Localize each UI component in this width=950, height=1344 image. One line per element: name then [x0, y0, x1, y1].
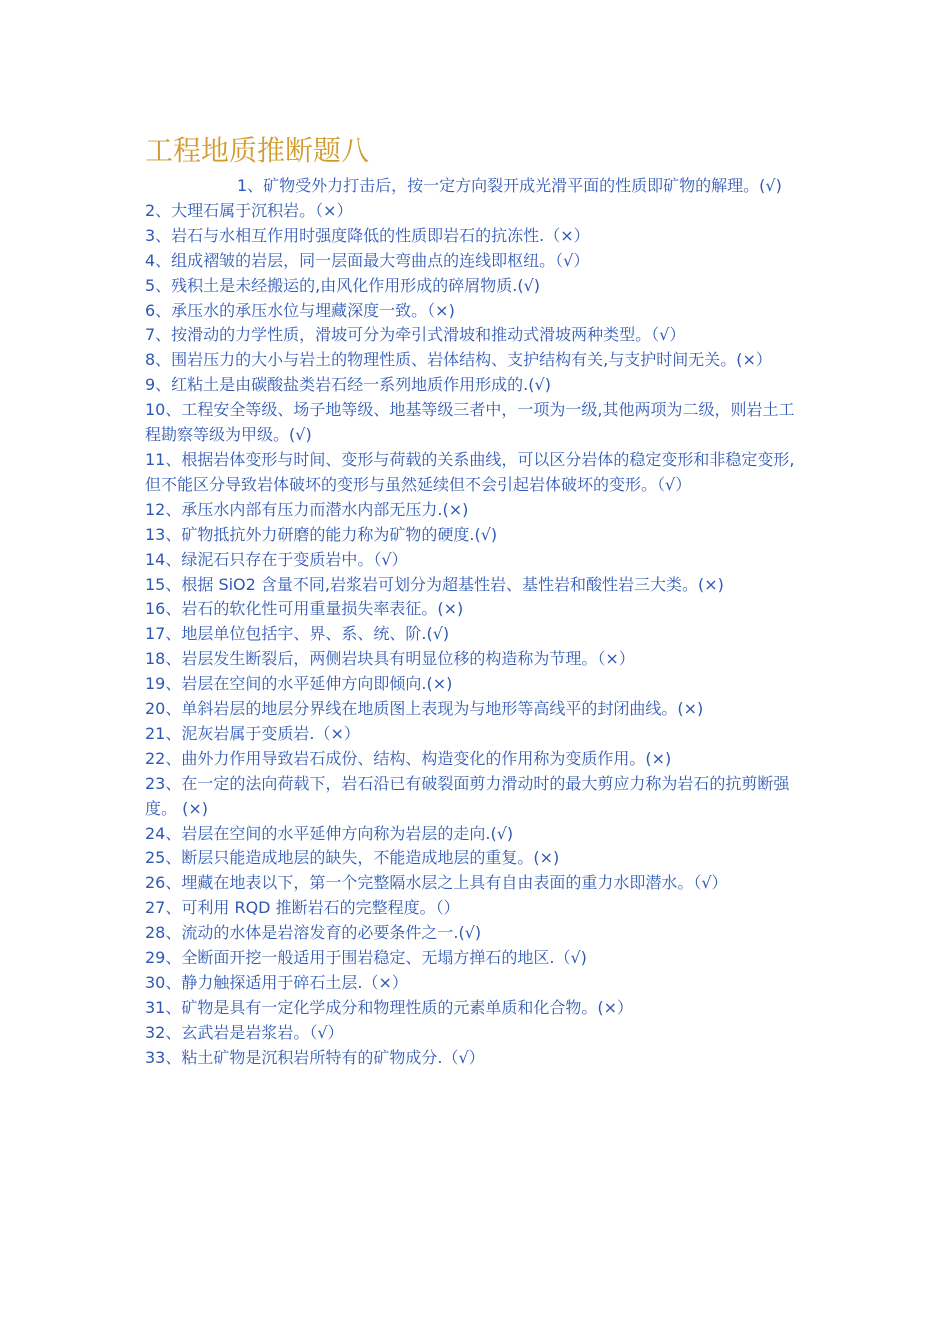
list-item: 2、大理石属于沉积岩。（×） [145, 200, 353, 220]
list-item: 4、组成褶皱的岩层，同一层面最大弯曲点的连线即枢纽。（√） [145, 250, 590, 270]
list-item: 28、流动的水体是岩溶发育的必要条件之一.(√) [145, 923, 482, 943]
list-item: 13、矿物抵抗外力研磨的能力称为矿物的硬度.(√) [145, 524, 498, 544]
list-item: 32、玄武岩是岩浆岩。（√） [145, 1022, 344, 1042]
page-title: 工程地质推断题八 [145, 134, 370, 167]
list-item: 11、根据岩体变形与时间、变形与荷载的关系曲线，可以区分岩体的稳定变形和非稳定变形,但不能区分导致岩体破坏的变形与虽然延续但不会引起岩体破坏的变形。（√） [145, 449, 795, 494]
list-item: 3、岩石与水相互作用时强度降低的性质即岩石的抗冻性.（×） [145, 225, 590, 245]
list-item: 7、按滑动的力学性质，滑坡可分为牵引式滑坡和推动式滑坡两种类型。（√） [145, 325, 686, 345]
list-item: 31、矿物是具有一定化学成分和物理性质的元素单质和化合物。(×） [145, 997, 634, 1017]
list-item: 17、地层单位包括宇、界、系、统、阶.(√) [145, 624, 450, 644]
list-item: 33、粘土矿物是沉积岩所特有的矿物成分.（√） [145, 1047, 485, 1067]
question-list [145, 174, 810, 1071]
list-item: 6、承压水的承压水位与埋藏深度一致。（×) [145, 300, 455, 320]
list-item: 18、岩层发生断裂后，两侧岩块具有明显位移的构造称为节理。（×） [145, 649, 635, 669]
list-item: 26、埋藏在地表以下，第一个完整隔水层之上具有自由表面的重力水即潜水。（√） [145, 873, 728, 893]
list-item: 8、围岩压力的大小与岩土的物理性质、岩体结构、支护结构有关,与支护时间无关。(×） [145, 350, 772, 370]
list-item: 14、绿泥石只存在于变质岩中。（√） [145, 549, 408, 569]
list-item: 5、残积土是未经搬运的,由风化作用形成的碎屑物质.(√) [145, 275, 541, 295]
list-item: 24、岩层在空间的水平延伸方向称为岩层的走向.(√) [145, 823, 514, 843]
list-item: 1、矿物受外力打击后，按一定方向裂开成光滑平面的性质即矿物的解理。(√) [237, 176, 782, 195]
list-item: 30、静力触探适用于碎石土层.（×） [145, 973, 408, 992]
list-item: 12、承压水内部有压力而潜水内部无压力.(×) [145, 499, 469, 519]
list-item: 19、岩层在空间的水平延伸方向即倾向.(×) [145, 674, 453, 694]
list-item: 21、泥灰岩属于变质岩.（×） [145, 723, 360, 743]
list-item: 10、工程安全等级、场子地等级、地基等级三者中，一项为一级,其他两项为二级，则岩土工程勘察等级为甲级。(√) [145, 400, 795, 445]
list-item: 20、单斜岩层的地层分界线在地质图上表现为与地形等高线平的封闭曲线。(×) [145, 699, 704, 719]
list-item: 9、红粘土是由碳酸盐类岩石经一系列地质作用形成的.(√) [145, 375, 551, 395]
list-item: 22、曲外力作用导致岩石成份、结构、构造变化的作用称为变质作用。(×) [145, 748, 672, 768]
list-item: 16、岩石的软化性可用重量损失率表征。(×) [145, 599, 464, 619]
list-item: 23、在一定的法向荷载下，岩石沿已有破裂面剪力滑动时的最大剪应力称为岩石的抗剪断强度。 (×) [145, 773, 790, 818]
list-item: 15、根据 SiO2 含量不同,岩浆岩可划分为超基性岩、基性岩和酸性岩三大类。(×) [145, 574, 724, 594]
list-item: 29、全断面开挖一般适用于围岩稳定、无塌方掸石的地区.（√) [145, 948, 587, 968]
list-item: 25、断层只能造成地层的缺失，不能造成地层的重复。(×) [145, 848, 560, 868]
list-item: 27、可利用 RQD 推断岩石的完整程度。（） [145, 898, 460, 918]
